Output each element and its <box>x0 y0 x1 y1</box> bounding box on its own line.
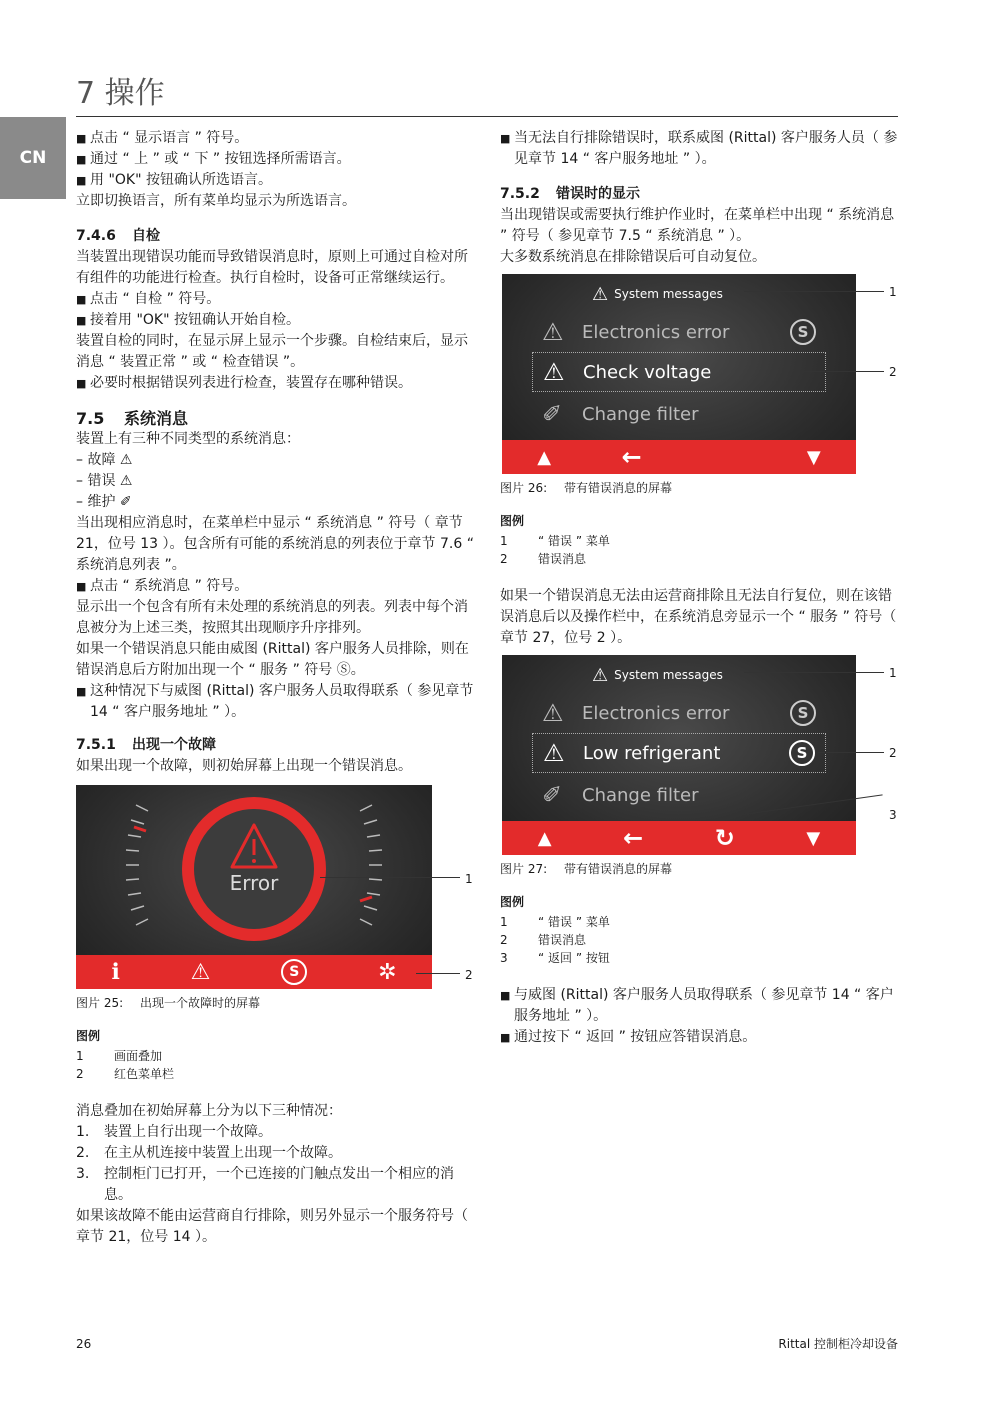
red-menu-bar <box>502 821 856 855</box>
section-heading-7-5-2 <box>500 184 900 205</box>
section-heading-7-5-1 <box>76 735 476 756</box>
message-type-error: – 错误 ⚠ <box>76 473 133 489</box>
legend-row <box>76 1065 476 1083</box>
paragraph: 大多数系统消息在排除错误后可自动复位。 <box>500 249 766 265</box>
figure-caption <box>500 859 900 880</box>
message-text: Low refrigerant <box>583 742 721 764</box>
section-number: 7.5 <box>76 409 105 428</box>
instruction-bullet: ■ 点击 “ 系统消息 ” 符号。 <box>76 576 476 597</box>
system-messages-screen <box>502 655 856 855</box>
section-title: 错误时的显示 <box>556 186 640 202</box>
legend-text: “ 错误 ” 菜单 <box>538 915 610 929</box>
message-row[interactable] <box>542 312 826 352</box>
message-text: Electronics error <box>582 321 730 343</box>
screen-header <box>592 284 723 305</box>
legend-text: “ 返回 ” 按钮 <box>538 951 610 965</box>
callout-line <box>744 291 884 292</box>
message-text: Check voltage <box>583 361 712 383</box>
warning-icon: ⚠ <box>592 665 609 686</box>
section-title: 系统消息 <box>124 409 189 428</box>
callout-number: 2 <box>889 365 897 379</box>
legend-row <box>500 913 900 931</box>
legend-number: 3 <box>500 951 508 965</box>
callout-number: 3 <box>889 808 897 822</box>
instruction-bullet: ■ 通过按下 “ 返回 ” 按钮应答错误消息。 <box>500 1027 900 1048</box>
instruction-bullet: ■ 通过 “ 上 ” 或 “ 下 ” 按钮选择所需语言。 <box>76 149 476 170</box>
caption-text: 带有错误消息的屏幕 <box>564 481 673 495</box>
legend-text: “ 错误 ” 菜单 <box>538 534 610 548</box>
red-menu-bar <box>76 955 432 989</box>
service-icon: S <box>790 319 816 345</box>
gauge-graphic <box>76 785 432 955</box>
info-icon[interactable]: ℹ <box>111 959 120 985</box>
list-text: 在主从机连接中装置上出现一个故障。 <box>104 1145 342 1161</box>
instruction-bullet: ■ 必要时根据错误列表进行检查，装置存在哪种错误。 <box>76 373 476 394</box>
legend-number: 1 <box>76 1049 84 1063</box>
figure-27 <box>500 655 900 855</box>
document-title: Rittal 控制柜冷却设备 <box>778 1337 898 1351</box>
paragraph: 如果该故障不能由运营商自行排除，则另外显示一个服务符号（ 章节 21，位号 14 ）。 <box>76 1208 468 1245</box>
instruction-bullet: ■ 这种情况下与威图 (Rittal) 客户服务人员取得联系（ 参见章节 14 “ 客户服务地址 ” ）。 <box>76 681 476 723</box>
section-heading-7-4-6 <box>76 226 476 247</box>
error-screen <box>76 785 432 989</box>
section-title: 自检 <box>132 228 160 244</box>
up-arrow-icon[interactable]: ▲ <box>537 827 552 849</box>
callout-number: 1 <box>465 872 473 886</box>
right-column <box>500 128 900 1048</box>
list-number: 1. <box>76 1124 90 1140</box>
message-row[interactable] <box>542 693 826 733</box>
wrench-icon: ✐ <box>542 399 563 428</box>
down-arrow-icon[interactable]: ▼ <box>806 446 821 468</box>
warning-icon: ⚠ <box>543 738 565 767</box>
list-number: 2. <box>76 1145 90 1161</box>
screen-header-text: System messages <box>614 287 723 301</box>
error-label: Error <box>229 871 279 895</box>
service-icon: S <box>789 740 815 766</box>
settings-icon[interactable]: ✲ <box>378 959 397 985</box>
legend-row <box>500 532 900 550</box>
list-number: 3. <box>76 1166 90 1182</box>
list-text: 装置上自行出现一个故障。 <box>104 1124 272 1140</box>
legend-title: 图例 <box>500 895 525 909</box>
legend-number: 1 <box>500 915 508 929</box>
warning-icon: ⚠ <box>592 284 609 305</box>
left-column <box>76 128 476 1248</box>
callout-line <box>320 877 460 878</box>
message-row[interactable] <box>542 394 826 434</box>
up-arrow-icon[interactable]: ▲ <box>537 446 552 468</box>
screen-header <box>592 665 723 686</box>
paragraph: 装置自检的同时，在显示屏上显示一个步骤。自检结束后，显示消息 “ 装置正常 ” 或 “ 检查错误 ”。 <box>76 333 468 370</box>
caption-number: 图片 25: <box>76 996 124 1010</box>
paragraph: 如果一个错误消息无法由运营商排除且无法自行复位，则在该错误消息后以及操作栏中，在系统消息旁显示一个 “ 服务 ” 符号（ 章节 27，位号 2 ）。 <box>500 588 897 646</box>
paragraph: 装置上有三种不同类型的系统消息： <box>76 431 300 447</box>
chapter-divider <box>76 116 898 117</box>
callout-number: 2 <box>889 746 897 760</box>
legend-text: 错误消息 <box>538 933 587 947</box>
message-type-fault: – 故障 ⚠ <box>76 452 133 468</box>
paragraph: 如果出现一个故障，则初始屏幕上出现一个错误消息。 <box>76 758 412 774</box>
list-item <box>76 1164 476 1206</box>
instruction-bullet: ■ 点击 “ 显示语言 ” 符号。 <box>76 128 476 149</box>
screen-header-text: System messages <box>614 668 723 682</box>
legend-title: 图例 <box>76 1029 101 1043</box>
legend-row <box>500 949 900 967</box>
legend-text: 画面叠加 <box>114 1049 163 1063</box>
figure-26 <box>500 274 900 474</box>
warning-icon[interactable]: ⚠ <box>190 959 211 985</box>
instruction-bullet: ■ 用 "OK" 按钮确认所选语言。 <box>76 170 476 191</box>
section-number: 7.5.2 <box>500 186 540 202</box>
figure-caption <box>76 993 476 1014</box>
callout-number: 1 <box>889 285 897 299</box>
section-number: 7.5.1 <box>76 737 116 753</box>
figure-25 <box>76 785 476 989</box>
caption-number: 图片 27: <box>500 862 548 876</box>
language-tab: CN <box>0 117 66 199</box>
paragraph: 当出现相应消息时，在菜单栏中显示 “ 系统消息 ” 符号（ 章节 21，位号 13 ）。包含所有可能的系统消息的列表位于章节 7.6 “ 系统消息列表 ”。 <box>76 515 474 573</box>
instruction-bullet: ■ 接着用 "OK" 按钮确认开始自检。 <box>76 310 476 331</box>
callout-line <box>800 371 884 372</box>
list-item <box>76 1122 476 1143</box>
legend-number: 2 <box>500 552 508 566</box>
legend-text: 错误消息 <box>538 552 587 566</box>
message-text: Change filter <box>582 784 699 806</box>
paragraph: 当出现错误或需要执行维护作业时，在菜单栏中出现 “ 系统消息 ” 符号（ 参见章节 7.5 “ 系统消息 ” ）。 <box>500 207 895 244</box>
service-icon[interactable]: S <box>281 959 307 985</box>
legend-number: 2 <box>76 1067 84 1081</box>
legend-number: 2 <box>500 933 508 947</box>
warning-icon: ⚠ <box>543 357 565 386</box>
legend-row <box>500 550 900 568</box>
instruction-bullet: ■ 点击 “ 自检 ” 符号。 <box>76 289 476 310</box>
paragraph: 如果一个错误消息只能由威图 (Rittal) 客户服务人员排除，则在错误消息后方附加出现一个 “ 服务 ” 符号 Ⓢ。 <box>76 641 469 678</box>
down-arrow-icon[interactable]: ▼ <box>806 827 821 849</box>
back-arrow-icon[interactable]: ← <box>623 823 644 852</box>
system-messages-screen <box>502 274 856 474</box>
callout-line <box>744 672 884 673</box>
message-text: Change filter <box>582 403 699 425</box>
back-arrow-icon[interactable]: ← <box>621 442 642 471</box>
figure-caption <box>500 478 900 499</box>
message-row-selected[interactable] <box>532 352 826 392</box>
paragraph: 当装置出现错误功能而导致错误消息时，原则上可通过自检对所有组件的功能进行检查。执行自检时，设备可正常继续运行。 <box>76 249 468 286</box>
warning-icon: ⚠ <box>542 317 564 346</box>
legend-text: 红色菜单栏 <box>114 1067 175 1081</box>
callout-number: 1 <box>889 666 897 680</box>
wrench-icon: ✐ <box>542 780 563 809</box>
paragraph: 立即切换语言，所有菜单均显示为所选语言。 <box>76 193 356 209</box>
list-text: 控制柜门已打开，一个已连接的门触点发出一个相应的消息。 <box>104 1166 454 1203</box>
caption-text: 带有错误消息的屏幕 <box>564 862 673 876</box>
callout-line <box>818 752 884 753</box>
warning-icon: ⚠ <box>542 698 564 727</box>
message-text: Electronics error <box>582 702 730 724</box>
message-row-selected[interactable] <box>532 733 826 773</box>
paragraph: 消息叠加在初始屏幕上分为以下三种情况： <box>76 1103 342 1119</box>
list-item <box>76 1143 476 1164</box>
chapter-title: 7 操作 <box>76 76 165 111</box>
red-menu-bar <box>502 440 856 474</box>
legend-row <box>76 1047 476 1065</box>
legend-row <box>500 931 900 949</box>
legend-number: 1 <box>500 534 508 548</box>
section-heading-7-5 <box>76 408 476 429</box>
section-number: 7.4.6 <box>76 228 116 244</box>
caption-number: 图片 26: <box>500 481 548 495</box>
legend-title: 图例 <box>500 514 525 528</box>
return-icon[interactable]: ↻ <box>714 823 735 852</box>
instruction-bullet: ■ 当无法自行排除错误时，联系威图 (Rittal) 客户服务人员（ 参见章节 14 “ 客户服务地址 ” ）。 <box>500 128 900 170</box>
paragraph: 显示出一个包含有所有未处理的系统消息的列表。列表中每个消息被分为上述三类，按照其出现顺序升序排列。 <box>76 599 468 636</box>
section-title: 出现一个故障 <box>132 737 216 753</box>
page-number: 26 <box>76 1337 92 1351</box>
callout-line <box>416 973 460 974</box>
caption-text: 出现一个故障时的屏幕 <box>140 996 261 1010</box>
service-icon: S <box>790 700 816 726</box>
instruction-bullet: ■ 与威图 (Rittal) 客户服务人员取得联系（ 参见章节 14 “ 客户服务地址 ” ）。 <box>500 985 900 1027</box>
message-type-maintenance: – 维护 ✐ <box>76 494 132 510</box>
callout-number: 2 <box>465 968 473 982</box>
